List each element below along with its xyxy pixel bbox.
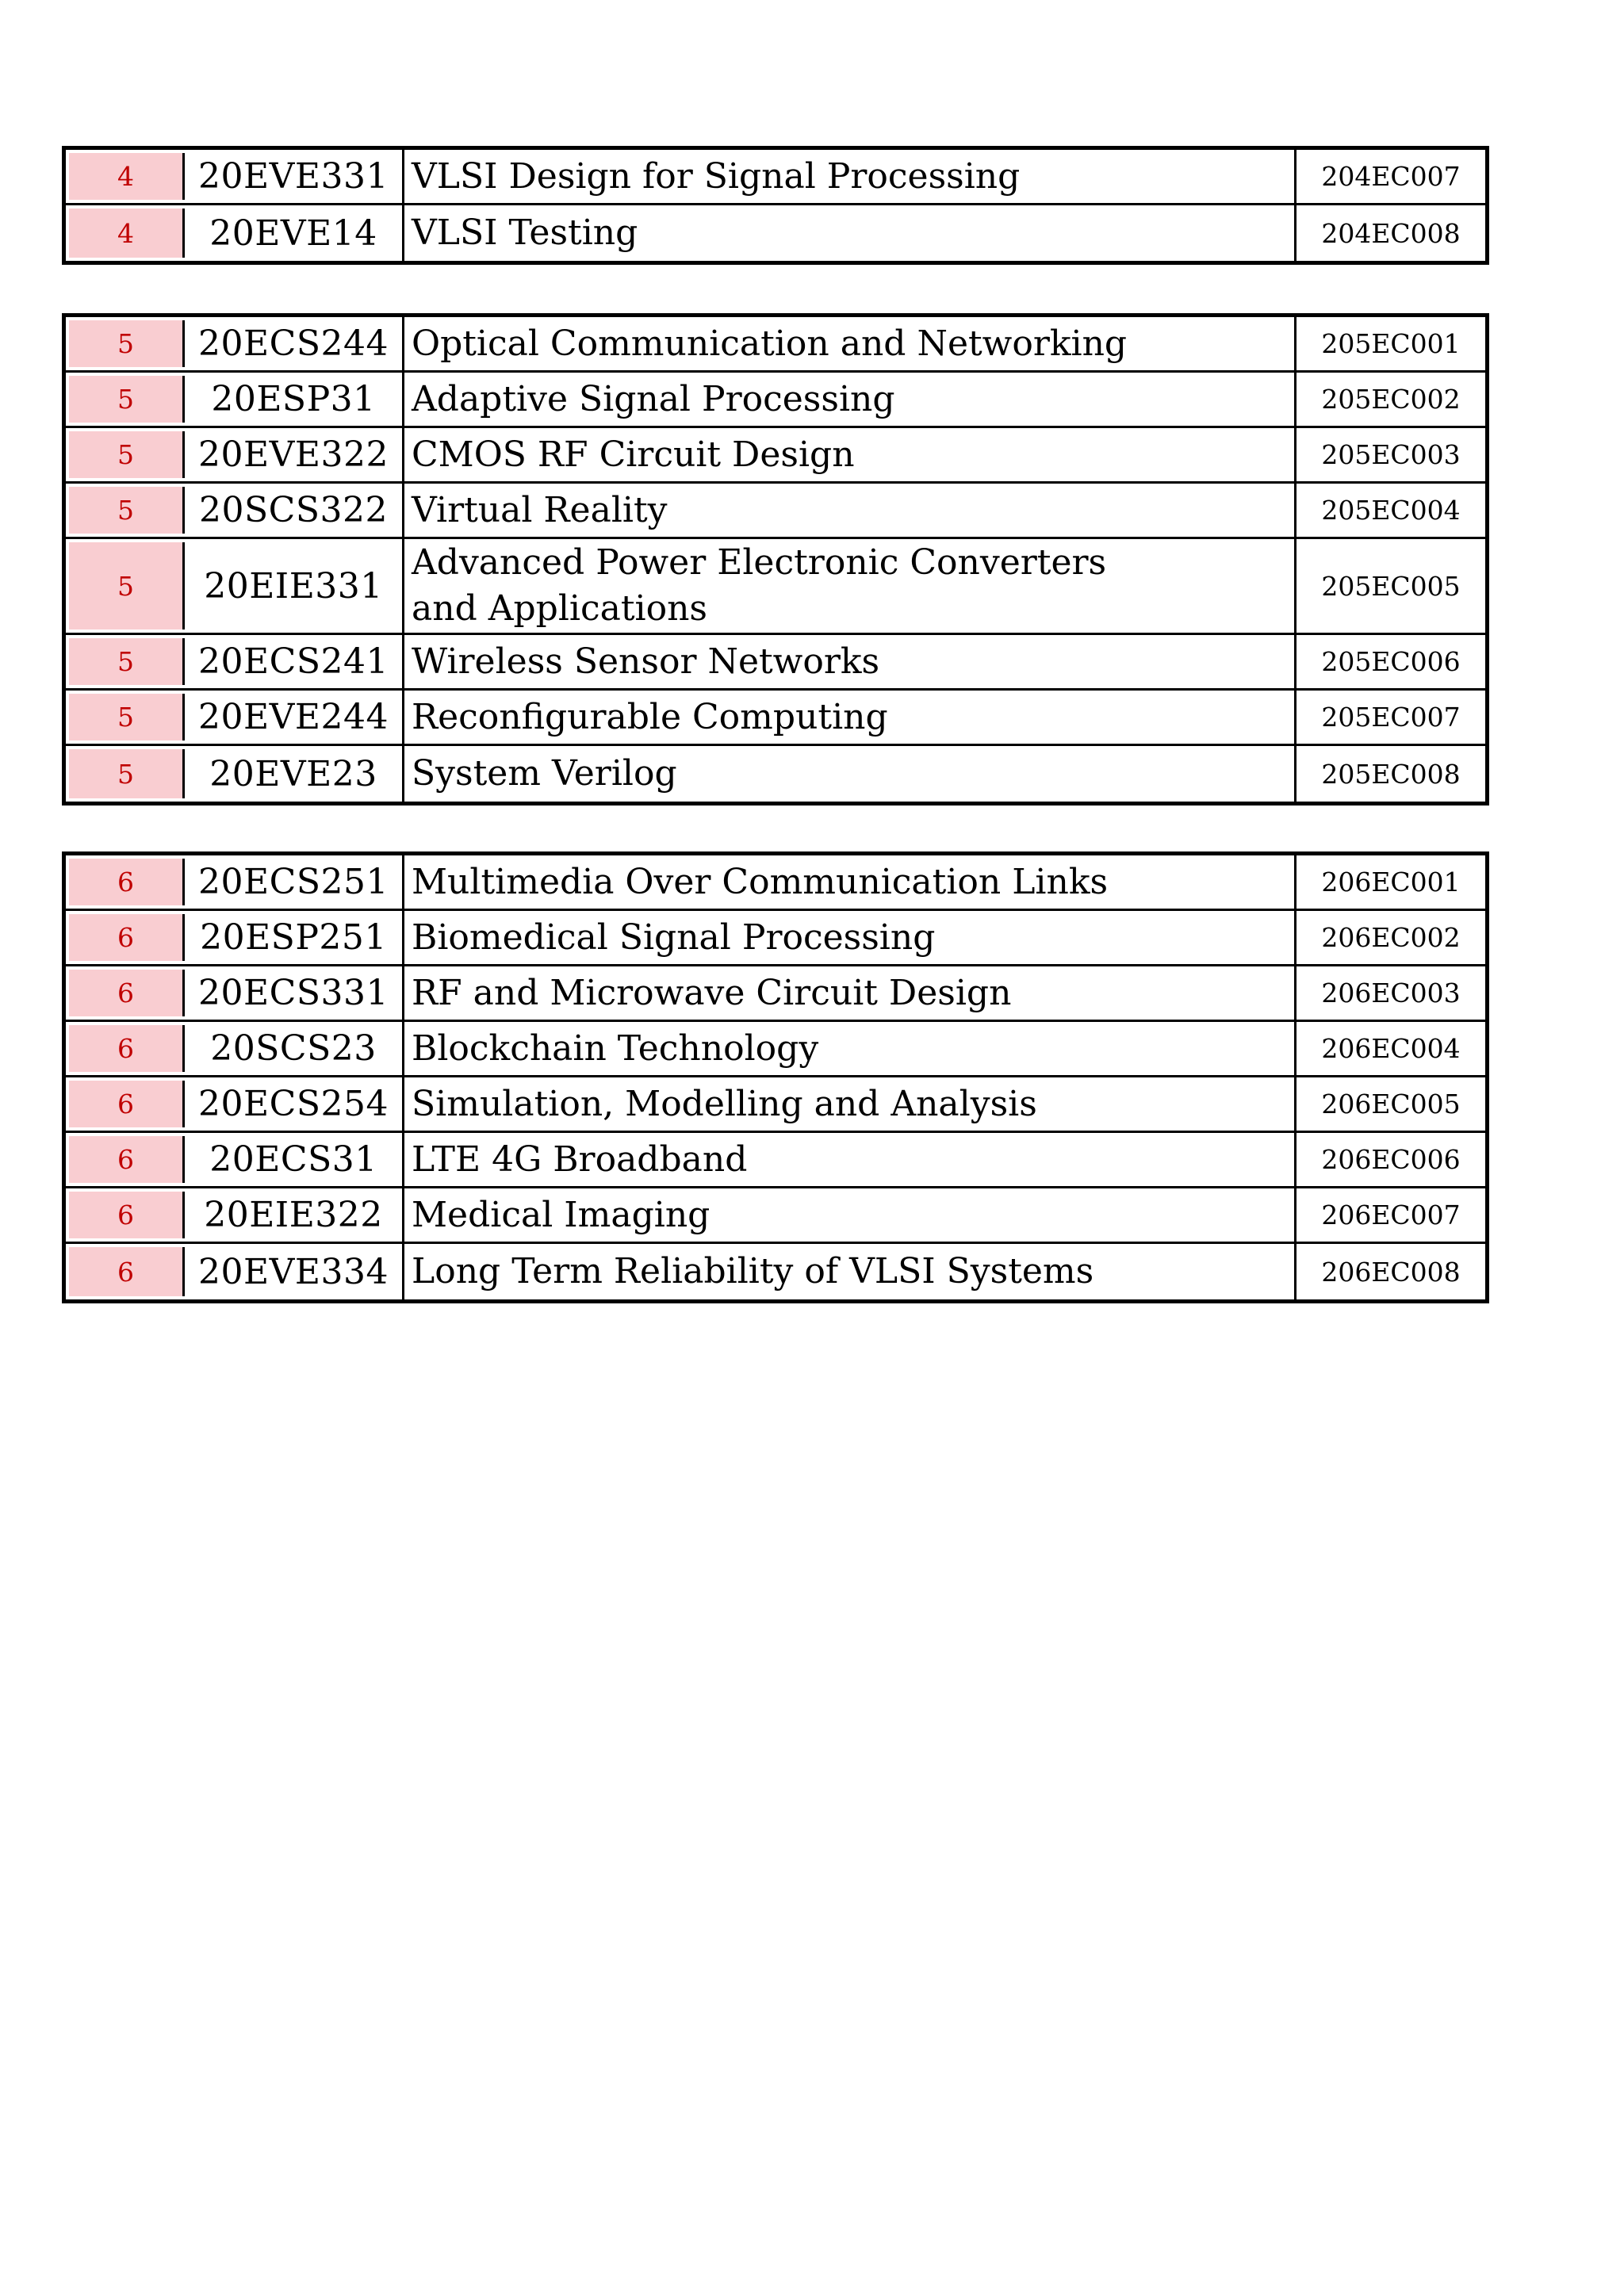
course-code-cell: 20EVE23 — [185, 746, 404, 802]
semester-cell: 6 — [69, 1192, 185, 1238]
semester-cell: 5 — [69, 376, 185, 423]
course-code-cell: 20EVE14 — [185, 205, 404, 261]
table-row — [66, 746, 1485, 802]
course-title-cell: CMOS RF Circuit Design — [404, 428, 1297, 481]
table-row — [66, 635, 1485, 691]
course-title-cell: RF and Microwave Circuit Design — [404, 966, 1297, 1020]
course-table-semester-4 — [62, 146, 1489, 265]
reference-code-cell: 206EC005 — [1321, 1089, 1461, 1119]
course-title-cell: LTE 4G Broadband — [404, 1133, 1297, 1186]
course-title-cell: Adaptive Signal Processing — [404, 373, 1297, 426]
course-title-cell: Multimedia Over Communication Links — [404, 855, 1297, 909]
table-row — [66, 911, 1485, 966]
course-code-cell: 20EIE322 — [185, 1188, 404, 1242]
table-row — [66, 1133, 1485, 1188]
table-row — [66, 1077, 1485, 1133]
semester-cell: 6 — [69, 1025, 185, 1072]
table-row — [66, 373, 1485, 428]
course-title-cell: Advanced Power Electronic Converters and Applications — [404, 539, 1297, 633]
semester-cell: 5 — [69, 487, 185, 534]
reference-code-cell: 205EC003 — [1321, 439, 1461, 470]
semester-cell: 4 — [69, 209, 185, 258]
reference-code-cell: 205EC007 — [1321, 702, 1461, 733]
course-title-cell: Wireless Sensor Networks — [404, 635, 1297, 688]
reference-code-cell: 205EC008 — [1321, 758, 1461, 790]
course-title-cell: Optical Communication and Networking — [404, 317, 1297, 370]
course-table-semester-5 — [62, 313, 1489, 806]
table-row — [66, 428, 1485, 484]
reference-code-cell: 205EC001 — [1321, 328, 1461, 359]
course-title-cell: VLSI Design for Signal Processing — [404, 150, 1297, 203]
course-code-cell: 20EVE322 — [185, 428, 404, 481]
course-code-cell: 20EVE331 — [185, 150, 404, 203]
course-code-cell: 20ECS254 — [185, 1077, 404, 1131]
course-code-cell: 20ESP251 — [185, 911, 404, 964]
course-title-cell: Biomedical Signal Processing — [404, 911, 1297, 964]
table-row — [66, 855, 1485, 911]
course-code-cell: 20EVE334 — [185, 1244, 404, 1299]
semester-cell: 5 — [69, 638, 185, 685]
table-row — [66, 1022, 1485, 1077]
reference-code-cell: 205EC005 — [1321, 570, 1461, 602]
reference-code-cell: 205EC006 — [1321, 646, 1461, 677]
reference-code-cell: 205EC004 — [1321, 495, 1461, 526]
semester-cell: 5 — [69, 694, 185, 740]
table-row — [66, 205, 1485, 261]
course-code-cell: 20SCS322 — [185, 484, 404, 537]
course-title-cell: System Verilog — [404, 746, 1297, 802]
reference-code-cell: 206EC007 — [1321, 1200, 1461, 1230]
semester-cell: 6 — [69, 1081, 185, 1127]
reference-code-cell: 206EC004 — [1321, 1033, 1461, 1064]
course-title-cell: Reconfigurable Computing — [404, 691, 1297, 744]
course-title-cell: Long Term Reliability of VLSI Systems — [404, 1244, 1297, 1299]
course-code-cell: 20ECS244 — [185, 317, 404, 370]
semester-cell: 5 — [69, 542, 185, 629]
semester-cell: 6 — [69, 970, 185, 1016]
reference-code-cell: 206EC006 — [1321, 1144, 1461, 1175]
reference-code-cell: 205EC002 — [1321, 384, 1461, 415]
course-code-cell: 20EVE244 — [185, 691, 404, 744]
semester-cell: 5 — [69, 320, 185, 367]
table-row — [66, 150, 1485, 205]
reference-code-cell: 206EC008 — [1321, 1256, 1461, 1288]
course-code-cell: 20EIE331 — [185, 539, 404, 633]
table-row — [66, 317, 1485, 373]
course-code-cell: 20SCS23 — [185, 1022, 404, 1075]
course-code-cell: 20ECS251 — [185, 855, 404, 909]
course-title-cell: VLSI Testing — [404, 205, 1297, 261]
course-code-cell: 20ECS331 — [185, 966, 404, 1020]
table-row — [66, 484, 1485, 539]
course-code-cell: 20ECS31 — [185, 1133, 404, 1186]
table-row — [66, 539, 1485, 635]
semester-cell: 6 — [69, 859, 185, 905]
course-title-cell: Medical Imaging — [404, 1188, 1297, 1242]
semester-cell: 4 — [69, 153, 185, 200]
reference-code-cell: 204EC008 — [1321, 217, 1461, 249]
reference-code-cell: 206EC001 — [1321, 867, 1461, 897]
table-row — [66, 966, 1485, 1022]
reference-code-cell: 206EC003 — [1321, 978, 1461, 1008]
reference-code-cell: 206EC002 — [1321, 922, 1461, 953]
table-row — [66, 1188, 1485, 1244]
course-title-cell: Blockchain Technology — [404, 1022, 1297, 1075]
semester-cell: 6 — [69, 914, 185, 961]
course-code-cell: 20ESP31 — [185, 373, 404, 426]
course-title-cell: Simulation, Modelling and Analysis — [404, 1077, 1297, 1131]
semester-cell: 6 — [69, 1136, 185, 1183]
semester-cell: 6 — [69, 1247, 185, 1296]
course-title-cell: Virtual Reality — [404, 484, 1297, 537]
course-table-semester-6 — [62, 851, 1489, 1303]
reference-code-cell: 204EC007 — [1321, 161, 1461, 192]
table-row — [66, 1244, 1485, 1299]
table-row — [66, 691, 1485, 746]
semester-cell: 5 — [69, 749, 185, 798]
course-code-cell: 20ECS241 — [185, 635, 404, 688]
semester-cell: 5 — [69, 431, 185, 478]
